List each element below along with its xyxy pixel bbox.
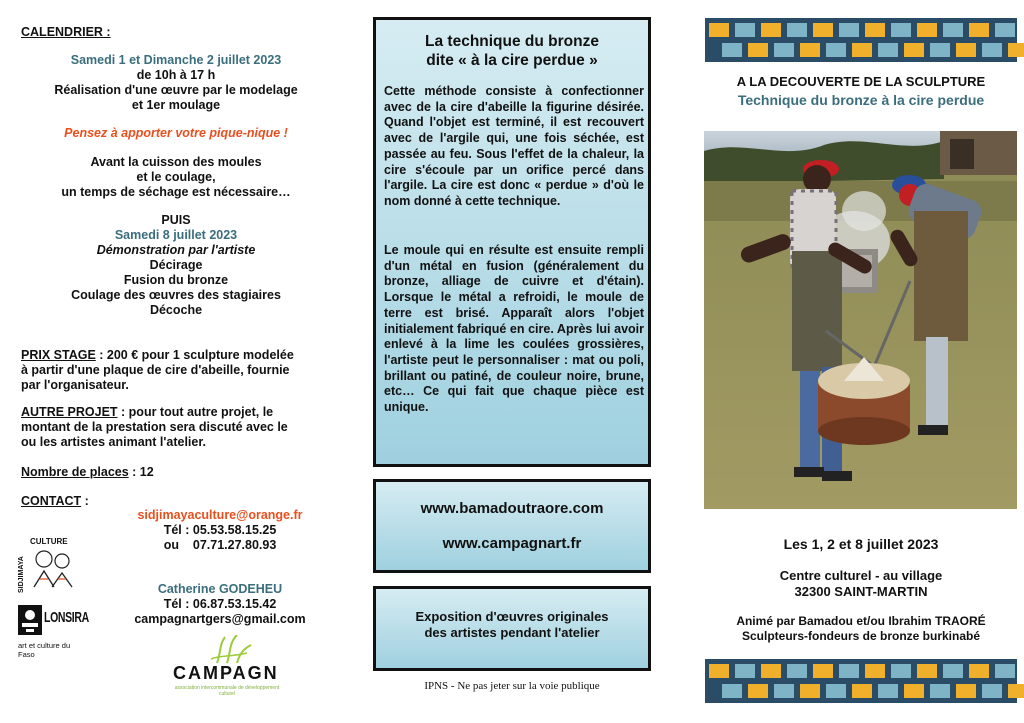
date-first-weekend: Samedi 1 et Dimanche 2 juillet 2023 [70,53,282,67]
step-fusion: Fusion du bronze [123,273,229,287]
stripe-square [852,43,872,57]
stripe-square [943,664,963,678]
venue-line-2: 32300 SAINT-MARTIN [794,584,928,599]
sculptors-description: Sculpteurs-fondeurs de bronze burkinabé [741,629,981,643]
lonsira-mark-icon [18,605,42,635]
email-campagnart[interactable]: campagnartgers@gmail.com [134,612,306,626]
stripe-square [891,664,911,678]
stripe-square [748,684,768,698]
stripe-square [852,684,872,698]
price-label: PRIX STAGE [21,348,96,362]
technique-title: La technique du bronze dite « à la cire perdue » [425,33,599,69]
stripe-square [865,664,885,678]
website-bamadou[interactable]: www.bamadoutraore.com [420,500,604,517]
right-heading-1: A LA DECOUVERTE DE LA SCULPTURE [736,74,986,89]
stripe-square [956,684,976,698]
price-block: PRIX STAGE : 200 € pour 1 sculpture modelée à partir d'une plaque de cire d'abeille, fournie par l'organisateur. [21,348,294,392]
drying-line-1: Avant la cuisson des moules [90,155,262,169]
calendar-heading: CALENDRIER : [21,25,111,39]
stripe-square [839,23,859,37]
stripe-square [761,664,781,678]
sidjimaya-logo [18,537,78,593]
bottom-decorative-stripe [705,659,1017,703]
stripe-square [917,23,937,37]
exhibition-text: Exposition d'œuvres originales des artistes pendant l'atelier [415,609,609,640]
logo-vertical-text: SIDJIMAYA [18,556,25,593]
phone-1: Tél : 05.53.58.15.25 [163,523,277,537]
picnic-note: Pensez à apporter votre pique-nique ! [64,126,288,140]
stripe-square [800,43,820,57]
stripe-square [709,664,729,678]
drying-line-3: un temps de séchage est nécessaire… [61,185,291,199]
stripe-square [722,684,742,698]
stripe-square [943,23,963,37]
websites-box [373,479,651,573]
stripe-bottom-squares [705,659,1017,703]
puis-label: PUIS [161,213,191,227]
stripe-square [891,23,911,37]
stripe-square [709,23,729,37]
stripe-square [1008,43,1024,57]
stripe-square [930,43,950,57]
stripe-square [774,43,794,57]
exhibition-box [373,586,651,671]
sidjimaya-drawing-icon [30,549,76,591]
animated-by: Animé par Bamadou et/ou Ibrahim TRAORÉ [736,614,986,628]
phone-2: ou 07.71.27.80.93 [163,538,277,552]
stripe-square [787,664,807,678]
stripe-square [813,664,833,678]
stripe-square [1008,684,1024,698]
event-dates: Les 1, 2 et 8 juillet 2023 [783,536,939,552]
stripe-top-squares [705,18,1017,62]
contact-heading: CONTACT : [21,494,89,508]
stripe-square [995,23,1015,37]
technique-paragraph-1: Cette méthode consiste à confectionner avec de la cire d'abeille la figurine désirée. Quand l'objet est terminé, il est recouvert avec de l'argile qui, une fois séchée, est passée au feu. Sous l'effet de la chaleur, la cire s'écoule par un orifice percé dans l'argile. La cire est donc « perdue » d'où le nom donné à cette technique. [384,84,644,208]
stripe-square [969,664,989,678]
stripe-square [930,684,950,698]
stripe-square [995,664,1015,678]
lonsira-name: LONSIRA [44,609,89,626]
logo-culture-text: CULTURE [30,537,68,546]
stripe-square [982,684,1002,698]
other-project-block: AUTRE PROJET : pour tout autre projet, le montant de la prestation sera discuté avec le ou les artistes animant l'atelier. [21,405,288,449]
step-decirage: Décirage [149,258,203,272]
technique-box [373,17,651,467]
hours: de 10h à 17 h [136,68,216,82]
lonsira-subtitle: art et culture du Faso [18,641,71,659]
places-value: : 12 [132,465,154,479]
top-decorative-stripe [705,18,1017,62]
stripe-square [878,684,898,698]
stripe-square [774,684,794,698]
technique-paragraph-2: Le moule qui en résulte est ensuite rempli d'un métal en fusion (généralement du bronze, alliage de cuivre et d'étain). Lorsque le métal a refroidi, le moule de terre est brisé. Apparaît alors l'objet initialement fabriqué en cire. Après lui avoir enlevé à la lime les coulées grossières, l'artiste peut le personnaliser : mat ou poli, brillant ou patiné, de couleur noire, brune, etc… Ce qui fait que chaque pièce est unique. [384,243,644,415]
venue-line-1: Centre culturel - au village [779,568,943,583]
places-label: Nombre de places [21,465,129,479]
stripe-square [748,43,768,57]
stripe-square [878,43,898,57]
phone-3: Tél : 06.87.53.15.42 [163,597,277,611]
stripe-square [735,664,755,678]
stripe-square [969,23,989,37]
other-project-label: AUTRE PROJET [21,405,118,419]
campagnart-sprout-icon [207,635,257,665]
lonsira-logo [18,605,89,659]
date-second: Samedi 8 juillet 2023 [114,228,238,242]
stripe-square [904,684,924,698]
email-sidjimaya[interactable]: sidjimayaculture@orange.fr [137,508,303,522]
stripe-square [722,43,742,57]
stripe-square [982,43,1002,57]
stripe-square [917,664,937,678]
campagnart-logo [167,635,287,697]
bronze-casting-photo [704,131,1017,509]
places-block [21,465,154,480]
stripe-square [826,43,846,57]
website-campagnart[interactable]: www.campagnart.fr [442,535,582,552]
stripe-square [813,23,833,37]
stripe-square [735,23,755,37]
stripe-square [839,664,859,678]
campagnart-name: CAMPAGN [173,663,279,683]
stripe-square [865,23,885,37]
stripe-square [904,43,924,57]
demo-label: Démonstration par l'artiste [96,243,256,257]
campagnart-subtitle: association intercommunale de développement culturel [174,685,280,697]
drying-line-2: et le coulage, [136,170,216,184]
activity-line-2: et 1er moulage [131,98,221,112]
contact-person: Catherine GODEHEU [157,582,283,596]
stripe-square [787,23,807,37]
stripe-square [956,43,976,57]
step-coulage: Coulage des œuvres des stagiaires [71,288,281,302]
right-heading-2: Technique du bronze à la cire perdue [737,92,985,108]
activity-line-1: Réalisation d'une œuvre par le modelage [54,83,298,97]
step-decoche: Décoche [149,303,203,317]
stripe-square [800,684,820,698]
stripe-square [761,23,781,37]
ipns-notice: IPNS - Ne pas jeter sur la voie publique [424,680,600,692]
stripe-square [826,684,846,698]
